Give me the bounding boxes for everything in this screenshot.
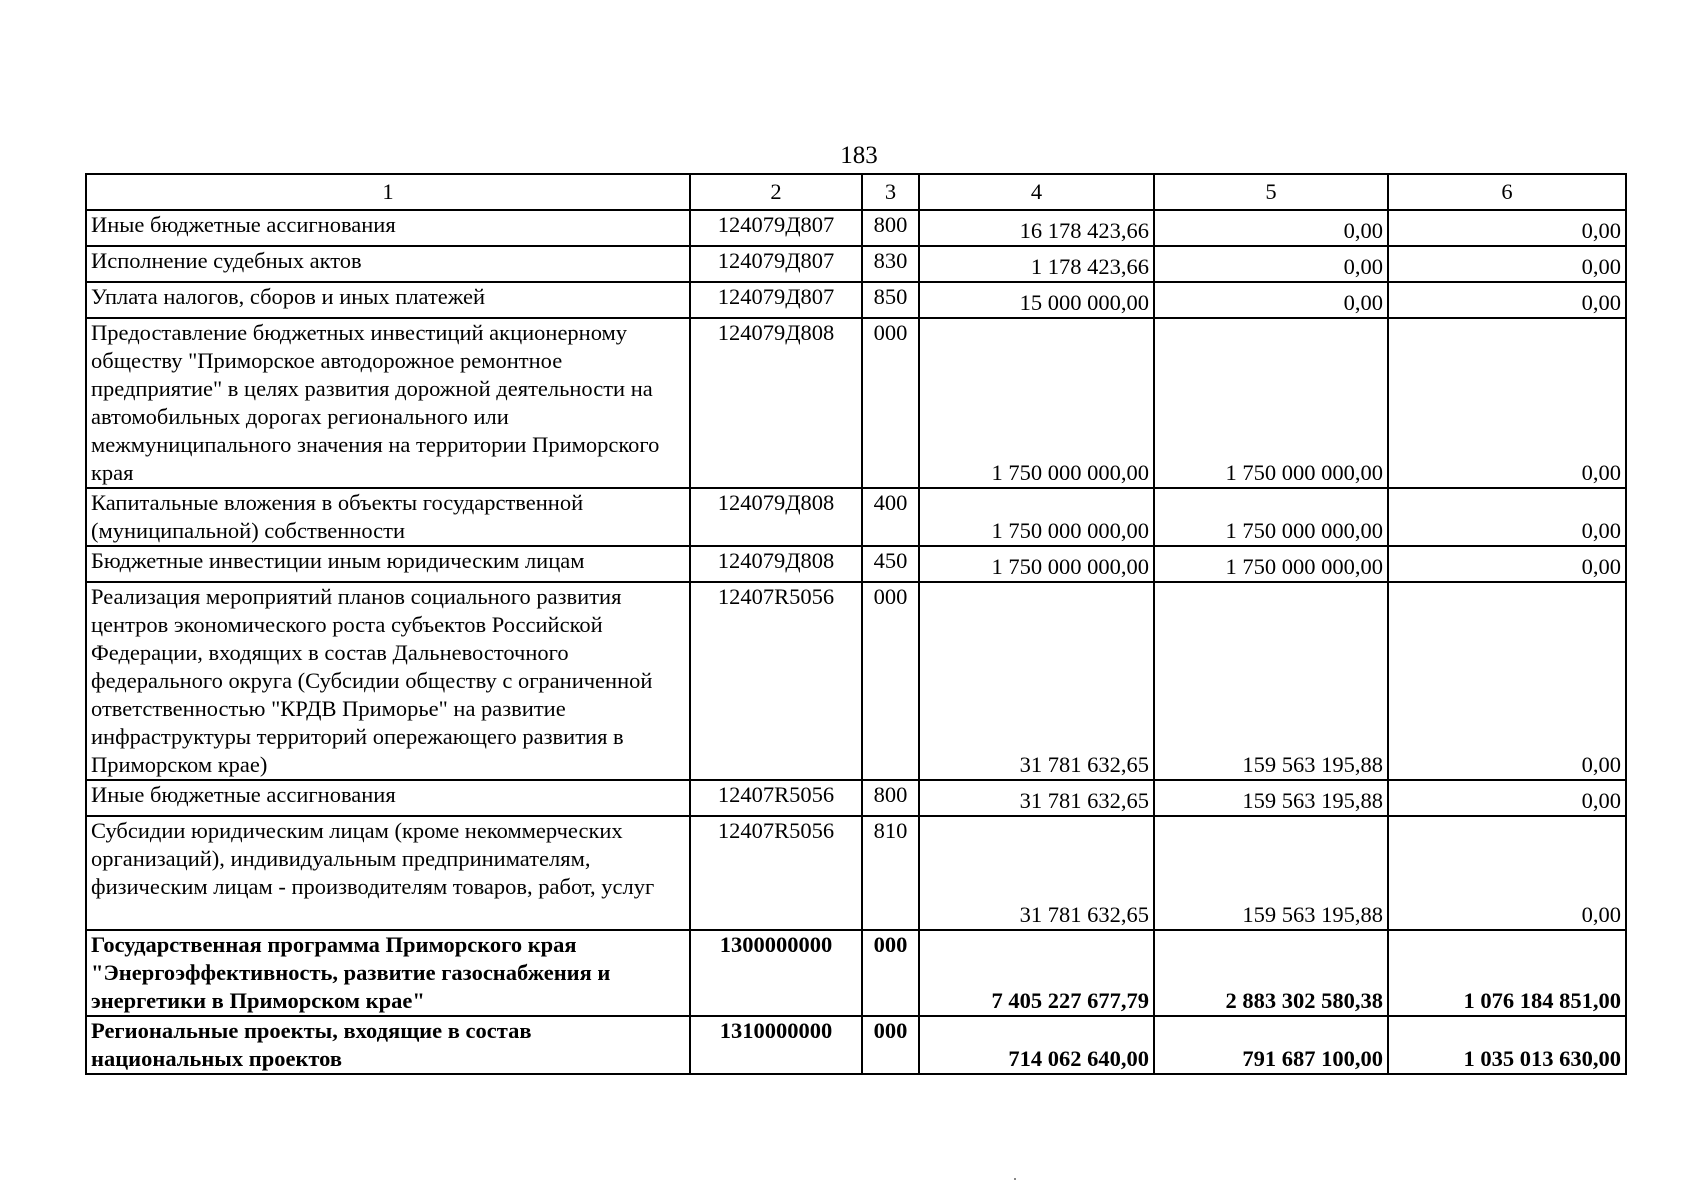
row-value-4: 31 781 632,65	[919, 780, 1154, 816]
row-value-6: 0,00	[1388, 582, 1626, 780]
row-value-5: 791 687 100,00	[1154, 1016, 1388, 1074]
row-value-5: 1 750 000 000,00	[1154, 546, 1388, 582]
row-value-6: 0,00	[1388, 210, 1626, 246]
budget-table-body	[86, 174, 1626, 1074]
table-row	[86, 582, 1626, 780]
header-cell-1: 1	[86, 174, 690, 210]
row-value-4: 15 000 000,00	[919, 282, 1154, 318]
row-type: 830	[862, 246, 919, 282]
row-type: 000	[862, 1016, 919, 1074]
row-value-4: 16 178 423,66	[919, 210, 1154, 246]
header-row	[86, 174, 1626, 210]
row-value-4: 1 178 423,66	[919, 246, 1154, 282]
row-value-6: 0,00	[1388, 780, 1626, 816]
table-row	[86, 546, 1626, 582]
row-value-5: 1 750 000 000,00	[1154, 488, 1388, 546]
row-code: 124079Д808	[690, 546, 862, 582]
row-type: 000	[862, 318, 919, 488]
row-type: 000	[862, 582, 919, 780]
header-cell-4: 4	[919, 174, 1154, 210]
row-value-4: 714 062 640,00	[919, 1016, 1154, 1074]
row-code: 12407R5056	[690, 582, 862, 780]
row-name: Субсидии юридическим лицам (кроме некоммерческих организаций), индивидуальным предпринимателям, физическим лицам - производителям товаров, работ, услуг	[86, 816, 690, 930]
row-name: Иные бюджетные ассигнования	[86, 210, 690, 246]
row-code: 124079Д807	[690, 210, 862, 246]
row-name: Государственная программа Приморского края "Энергоэффективность, развитие газоснабжения и энергетики в Приморском крае"	[86, 930, 690, 1016]
header-cell-5: 5	[1154, 174, 1388, 210]
row-value-6: 0,00	[1388, 282, 1626, 318]
row-type: 000	[862, 930, 919, 1016]
row-value-5: 159 563 195,88	[1154, 582, 1388, 780]
table-row	[86, 488, 1626, 546]
budget-table	[85, 173, 1627, 1075]
row-value-4: 7 405 227 677,79	[919, 930, 1154, 1016]
table-row	[86, 246, 1626, 282]
row-value-6: 1 035 013 630,00	[1388, 1016, 1626, 1074]
row-code: 124079Д808	[690, 488, 862, 546]
table-row-program	[86, 930, 1626, 1016]
row-value-6: 0,00	[1388, 488, 1626, 546]
header-cell-3: 3	[862, 174, 919, 210]
scan-speck	[1014, 1178, 1016, 1180]
row-type: 810	[862, 816, 919, 930]
row-value-5: 0,00	[1154, 210, 1388, 246]
row-value-5: 0,00	[1154, 246, 1388, 282]
row-value-5: 1 750 000 000,00	[1154, 318, 1388, 488]
table-row	[86, 318, 1626, 488]
row-type: 800	[862, 780, 919, 816]
row-code: 12407R5056	[690, 780, 862, 816]
row-type: 800	[862, 210, 919, 246]
row-name: Уплата налогов, сборов и иных платежей	[86, 282, 690, 318]
row-code: 12407R5056	[690, 816, 862, 930]
row-value-6: 1 076 184 851,00	[1388, 930, 1626, 1016]
row-value-6: 0,00	[1388, 318, 1626, 488]
header-cell-6: 6	[1388, 174, 1626, 210]
row-value-4: 1 750 000 000,00	[919, 488, 1154, 546]
header-cell-2: 2	[690, 174, 862, 210]
row-value-4: 31 781 632,65	[919, 582, 1154, 780]
table-row	[86, 210, 1626, 246]
row-type: 450	[862, 546, 919, 582]
row-type: 400	[862, 488, 919, 546]
row-name: Иные бюджетные ассигнования	[86, 780, 690, 816]
row-value-4: 1 750 000 000,00	[919, 546, 1154, 582]
row-value-5: 159 563 195,88	[1154, 780, 1388, 816]
row-value-5: 159 563 195,88	[1154, 816, 1388, 930]
row-value-6: 0,00	[1388, 246, 1626, 282]
row-value-6: 0,00	[1388, 546, 1626, 582]
page-number: 183	[840, 142, 878, 169]
row-name: Капитальные вложения в объекты государственной (муниципальной) собственности	[86, 488, 690, 546]
row-code: 124079Д807	[690, 246, 862, 282]
row-code: 124079Д807	[690, 282, 862, 318]
row-value-6: 0,00	[1388, 816, 1626, 930]
row-code: 1310000000	[690, 1016, 862, 1074]
row-code: 1300000000	[690, 930, 862, 1016]
row-name: Реализация мероприятий планов социального развития центров экономического роста субъектов Российской Федерации, входящих в состав Дальневосточного федерального округа (Субсидии обществу с ограниченной ответственностью "КРДВ Приморье" на развитие инфраструктуры территорий опережающего развития в Приморском крае)	[86, 582, 690, 780]
row-name: Бюджетные инвестиции иным юридическим лицам	[86, 546, 690, 582]
row-value-4: 31 781 632,65	[919, 816, 1154, 930]
row-value-5: 0,00	[1154, 282, 1388, 318]
table-row	[86, 282, 1626, 318]
row-code: 124079Д808	[690, 318, 862, 488]
row-name: Исполнение судебных актов	[86, 246, 690, 282]
table-row	[86, 816, 1626, 930]
row-value-5: 2 883 302 580,38	[1154, 930, 1388, 1016]
table-row-regional-projects	[86, 1016, 1626, 1074]
row-name: Предоставление бюджетных инвестиций акционерному обществу "Приморское автодорожное ремонтное предприятие" в целях развития дорожной деятельности на автомобильных дорогах регионального или межмуниципального значения на территории Приморского края	[86, 318, 690, 488]
row-name: Региональные проекты, входящие в состав национальных проектов	[86, 1016, 690, 1074]
table-row	[86, 780, 1626, 816]
row-value-4: 1 750 000 000,00	[919, 318, 1154, 488]
row-type: 850	[862, 282, 919, 318]
